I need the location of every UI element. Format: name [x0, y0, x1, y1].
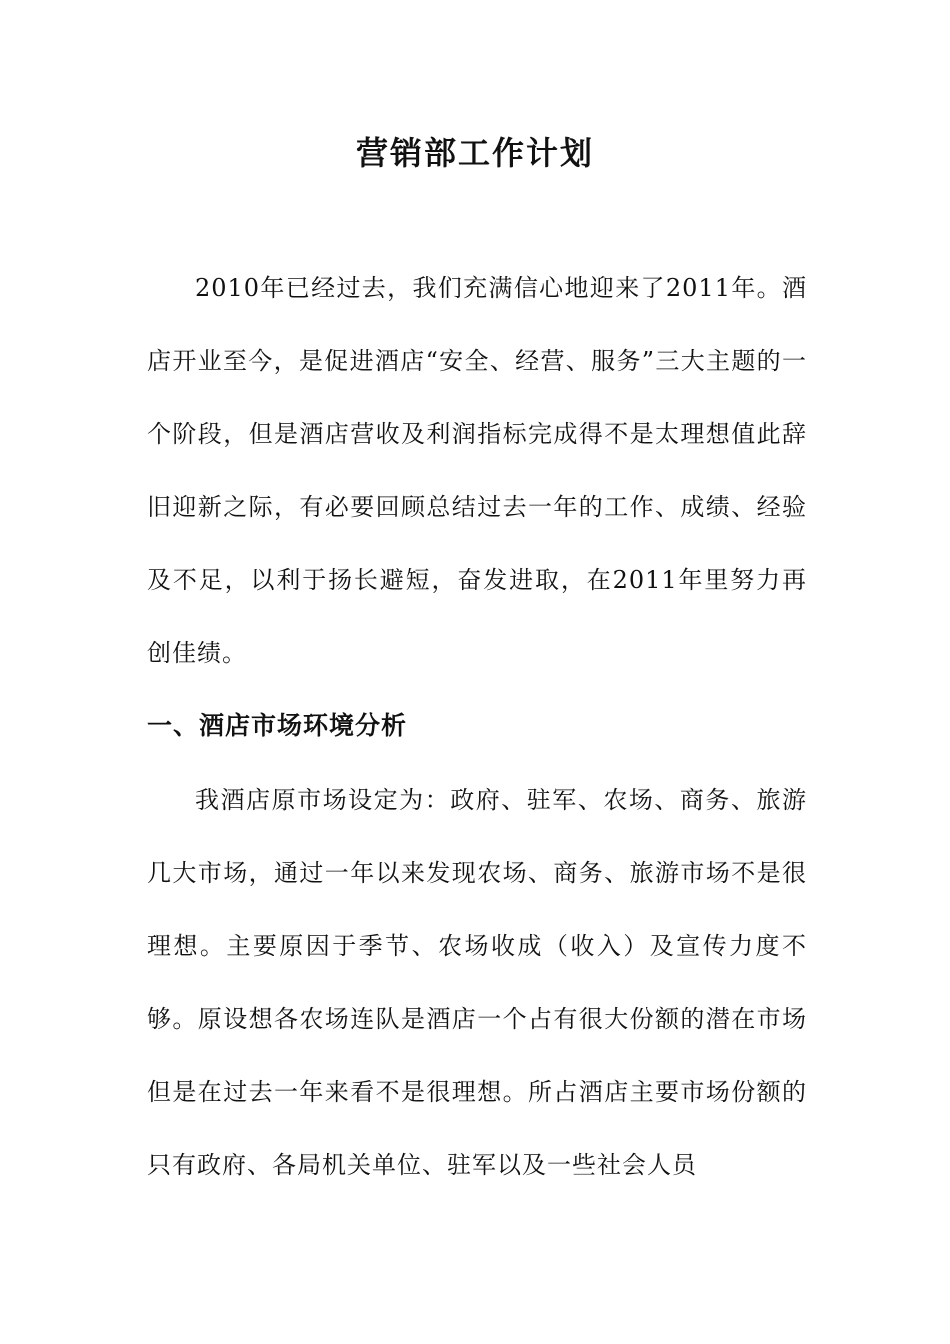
section-heading-market-analysis: 一、酒店市场环境分析 — [147, 711, 408, 740]
document-title: 营销部工作计划 — [355, 134, 594, 172]
market-analysis-paragraph: 我酒店原市场设定为：政府、驻军、农场、商务、旅游几大市场，通过一年以来发现农场、商务、旅游市场不是很理想。主要原因于季节、农场收成（收入）及宣传力度不够。原设想各农场连队是酒店一个占有很大份额的潜在市场但是在过去一年来看不是很理想。所占酒店主要市场份额的只有政府、各局机关单位、驻军以及一些社会人员 — [147, 786, 807, 1179]
intro-paragraph: 2010年已经过去，我们充满信心地迎来了2011年。酒店开业至今，是促进酒店“安全、经营、服务”三大主题的一个阶段，但是酒店营收及利润指标完成得不是太理想值此辞旧迎新之际，有必要回顾总结过去一年的工作、成绩、经验及不足，以利于扬长避短，奋发进取，在2011年里努力再创佳绩。 — [147, 274, 807, 667]
